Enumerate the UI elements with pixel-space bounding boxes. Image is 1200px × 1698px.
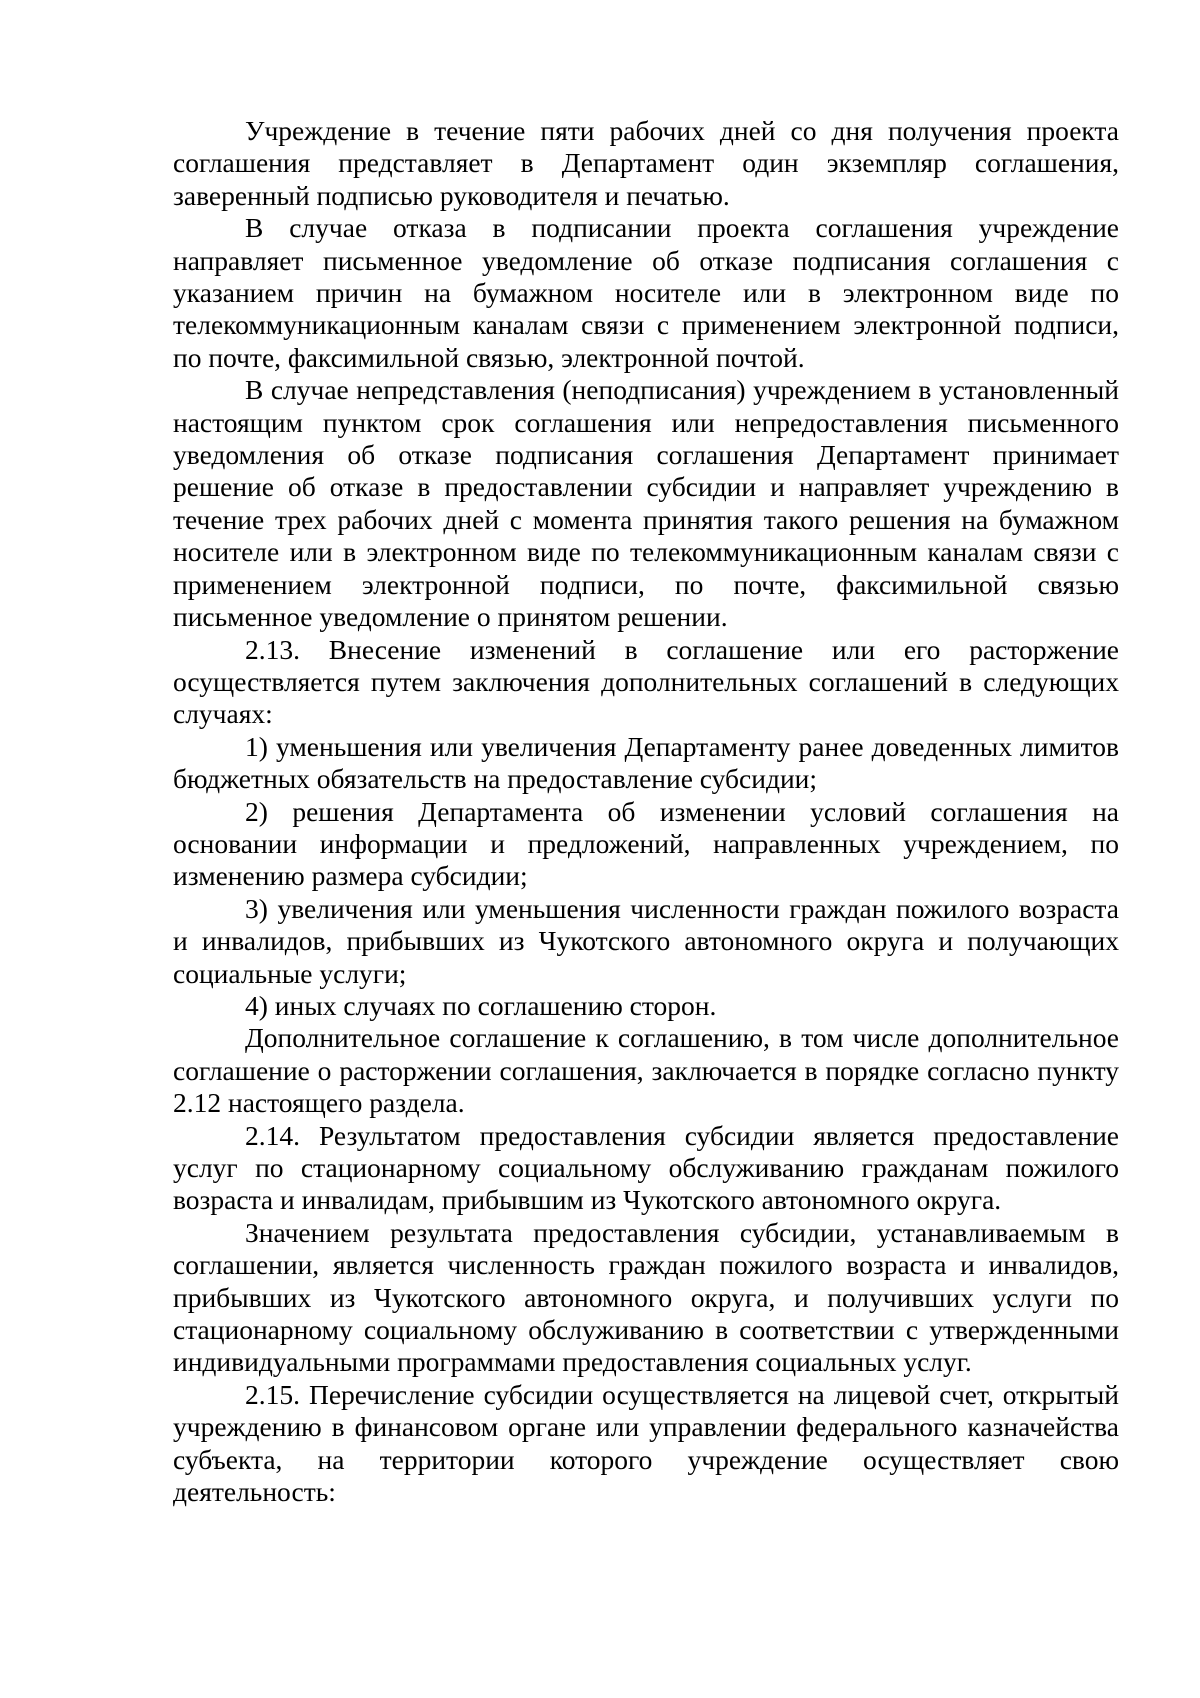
paragraph-2-13: 2.13. Внесение изменений в соглашение или его расторжение осуществляется путем заключения дополнительных соглашений в следующих случаях:: [173, 633, 1119, 730]
paragraph-2-15: 2.15. Перечисление субсидии осуществляется на лицевой счет, открытый учреждению в финансовом органе или управлении федерального казначейства субъекта, на территории которого учреждение осуществляет свою деятельность:: [173, 1378, 1119, 1508]
paragraph-agreement-return: Учреждение в течение пяти рабочих дней со дня получения проекта соглашения представляет в Департамент один экземпляр соглашения, заверенный подписью руководителя и печатью.: [173, 115, 1119, 211]
list-item-4: 4) иных случаях по соглашению сторон.: [245, 989, 717, 1021]
paragraph-additional-agreement: Дополнительное соглашение к соглашению, в том числе дополнительное соглашение о расторжении соглашения, заключается в порядке согласно пункту 2.12 настоящего раздела.: [173, 1022, 1119, 1119]
list-item-2: 2) решения Департамента об изменении условий соглашения на основании информации и предложений, направленных учреждением, по изменению размера субсидии;: [173, 795, 1119, 892]
paragraph-refusal-notice: В случае отказа в подписании проекта соглашения учреждение направляет письменное уведомление об отказе подписания соглашения с указанием причин на бумажном носителе или в электронном виде по телекоммуникационным каналам связи с применением электронной подписи, по почте, факсимильной связью, электронной почтой.: [173, 212, 1119, 373]
list-item-1: 1) уменьшения или увеличения Департаменту ранее доведенных лимитов бюджетных обязательств на предоставление субсидии;: [173, 730, 1119, 795]
list-item-3: 3) увеличения или уменьшения численности граждан пожилого возраста и инвалидов, прибывших из Чукотского автономного округа и получающих социальные услуги;: [173, 892, 1119, 989]
document-page: [173, 115, 1119, 1508]
paragraph-non-submission: В случае непредставления (неподписания) учреждением в установленный настоящим пунктом срок соглашения или непредоставления письменного уведомления об отказе подписания соглашения Департамент принимает решение об отказе в предоставлении субсидии и направляет учреждению в течение трех рабочих дней с момента принятия такого решения на бумажном носителе или в электронном виде по телекоммуникационным каналам связи с применением электронной подписи, по почте, факсимильной связью письменное уведомление о принятом решении.: [173, 374, 1119, 633]
paragraph-result-value: Значением результата предоставления субсидии, устанавливаемым в соглашении, является численность граждан пожилого возраста и инвалидов, прибывших из Чукотского автономного округа, и получивших услуги по стационарному социальному обслуживанию в соответствии с утвержденными индивидуальными программами предоставления социальных услуг.: [173, 1216, 1119, 1378]
paragraph-2-14: 2.14. Результатом предоставления субсидии является предоставление услуг по стационарному социальному обслуживанию гражданам пожилого возраста и инвалидам, прибывшим из Чукотского автономного округа.: [173, 1119, 1119, 1216]
